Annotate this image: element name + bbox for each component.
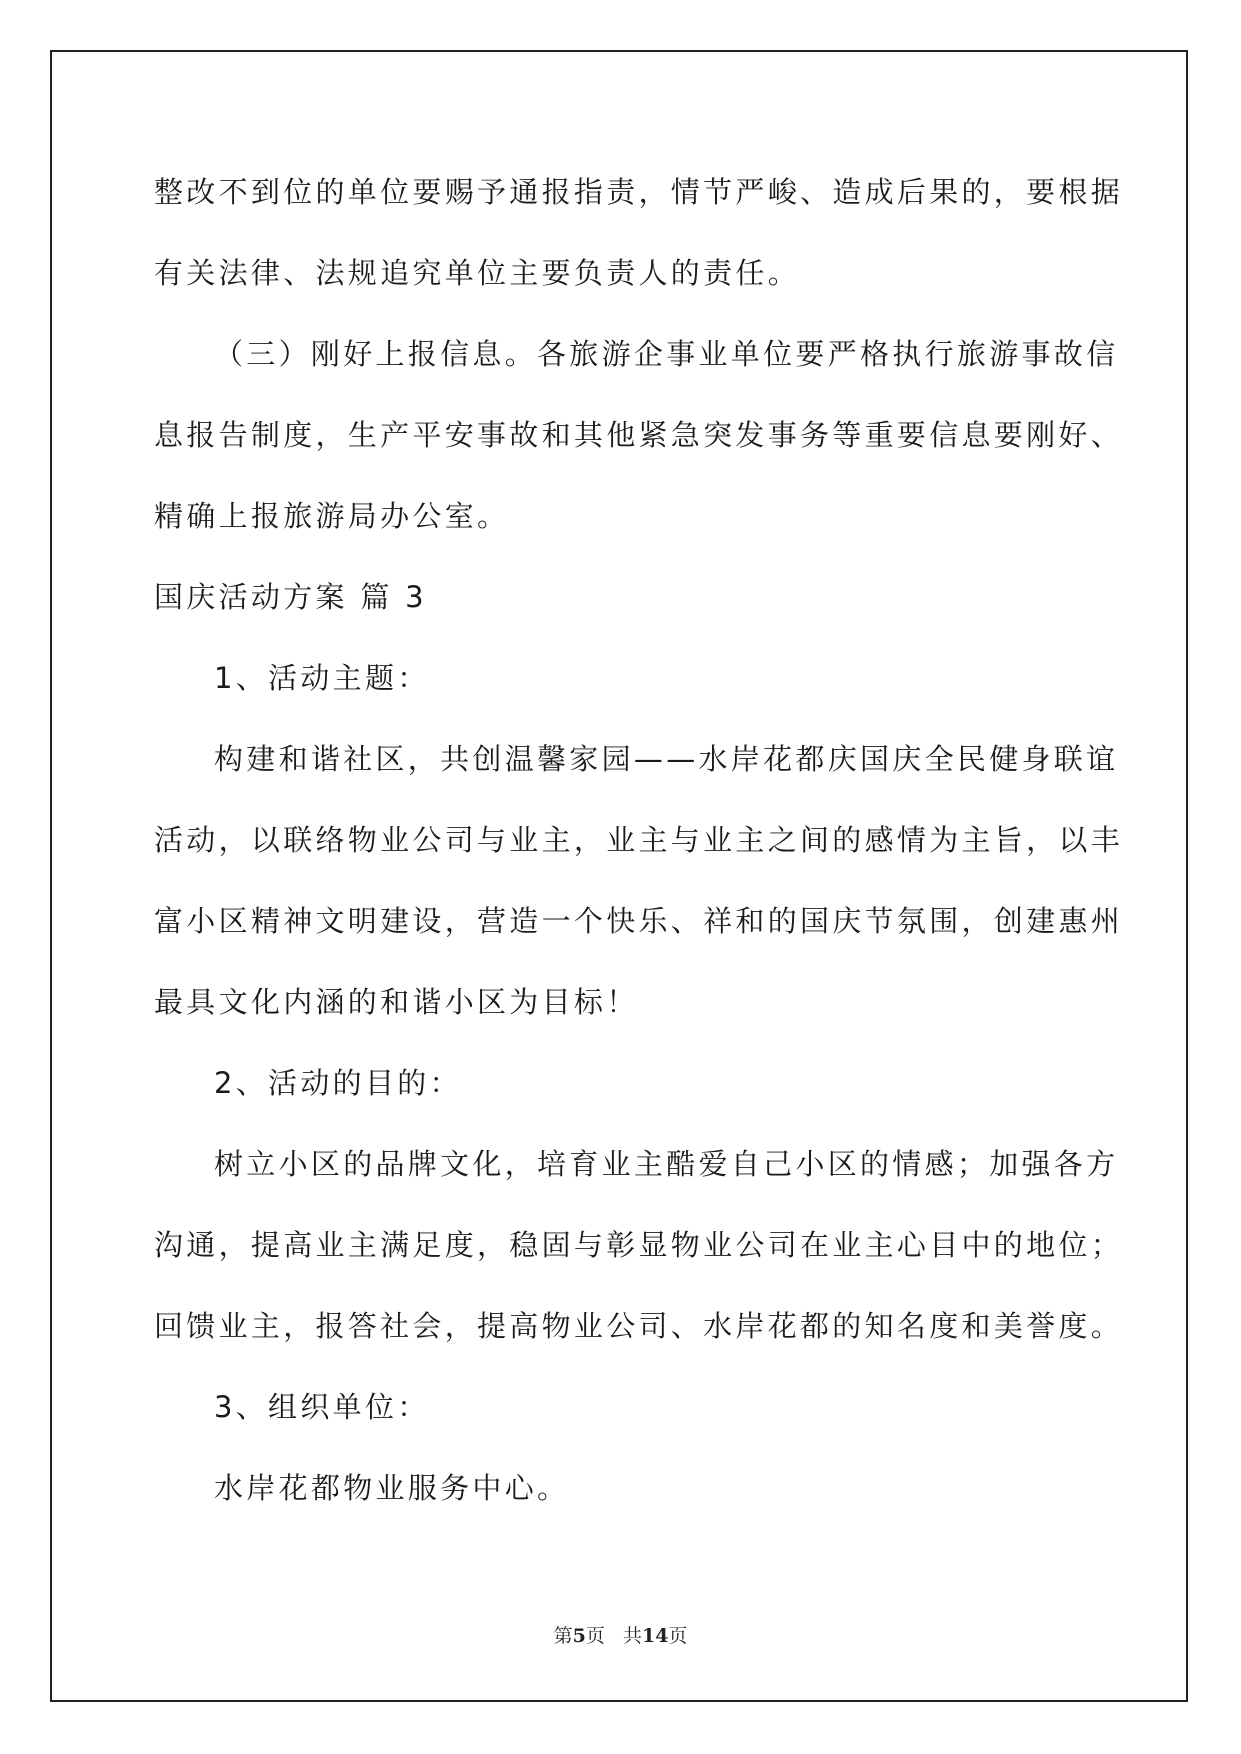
subheading: 2、活动的目的： — [214, 1066, 462, 1100]
page-footer — [0, 1621, 1241, 1648]
total-pages: 14 — [641, 1625, 669, 1647]
section-heading: 国庆活动方案 篇 3 — [154, 580, 427, 614]
body-line: 回馈业主，报答社会，提高物业公司、水岸花都的知名度和美誉度。 — [154, 1309, 1124, 1343]
page-suffix: 页 — [585, 1625, 605, 1647]
body-line: 富小区精神文明建设，营造一个快乐、祥和的国庆节氛围，创建惠州 — [154, 904, 1124, 938]
body-line: 水岸花都物业服务中心。 — [214, 1471, 570, 1505]
body-line: 最具文化内涵的和谐小区为目标！ — [154, 985, 639, 1019]
body-line: 精确上报旅游局办公室。 — [154, 499, 510, 533]
subheading: 1、活动主题： — [214, 661, 430, 695]
body-line: 活动，以联络物业公司与业主，业主与业主之间的感情为主旨，以丰 — [154, 823, 1124, 857]
page-border — [50, 50, 1188, 1702]
page-number: 5 — [572, 1625, 586, 1647]
total-prefix: 共 — [622, 1625, 642, 1647]
body-line: 树立小区的品牌文化，培育业主酷爱自己小区的情感；加强各方 — [214, 1147, 1119, 1181]
body-line: 息报告制度，生产平安事故和其他紧急突发事务等重要信息要刚好、 — [154, 418, 1124, 452]
body-line: （三）刚好上报信息。各旅游企事业单位要严格执行旅游事故信 — [214, 337, 1119, 371]
body-line: 有关法律、法规追究单位主要负责人的责任。 — [154, 256, 801, 290]
body-line: 构建和谐社区，共创温馨家园——水岸花都庆国庆全民健身联谊 — [214, 742, 1119, 776]
total-suffix: 页 — [668, 1625, 688, 1647]
subheading: 3、组织单位： — [214, 1390, 430, 1424]
body-line: 整改不到位的单位要赐予通报指责，情节严峻、造成后果的，要根据 — [154, 175, 1124, 209]
page-prefix: 第 — [553, 1625, 573, 1647]
body-line: 沟通，提高业主满足度，稳固与彰显物业公司在业主心目中的地位； — [154, 1228, 1124, 1262]
